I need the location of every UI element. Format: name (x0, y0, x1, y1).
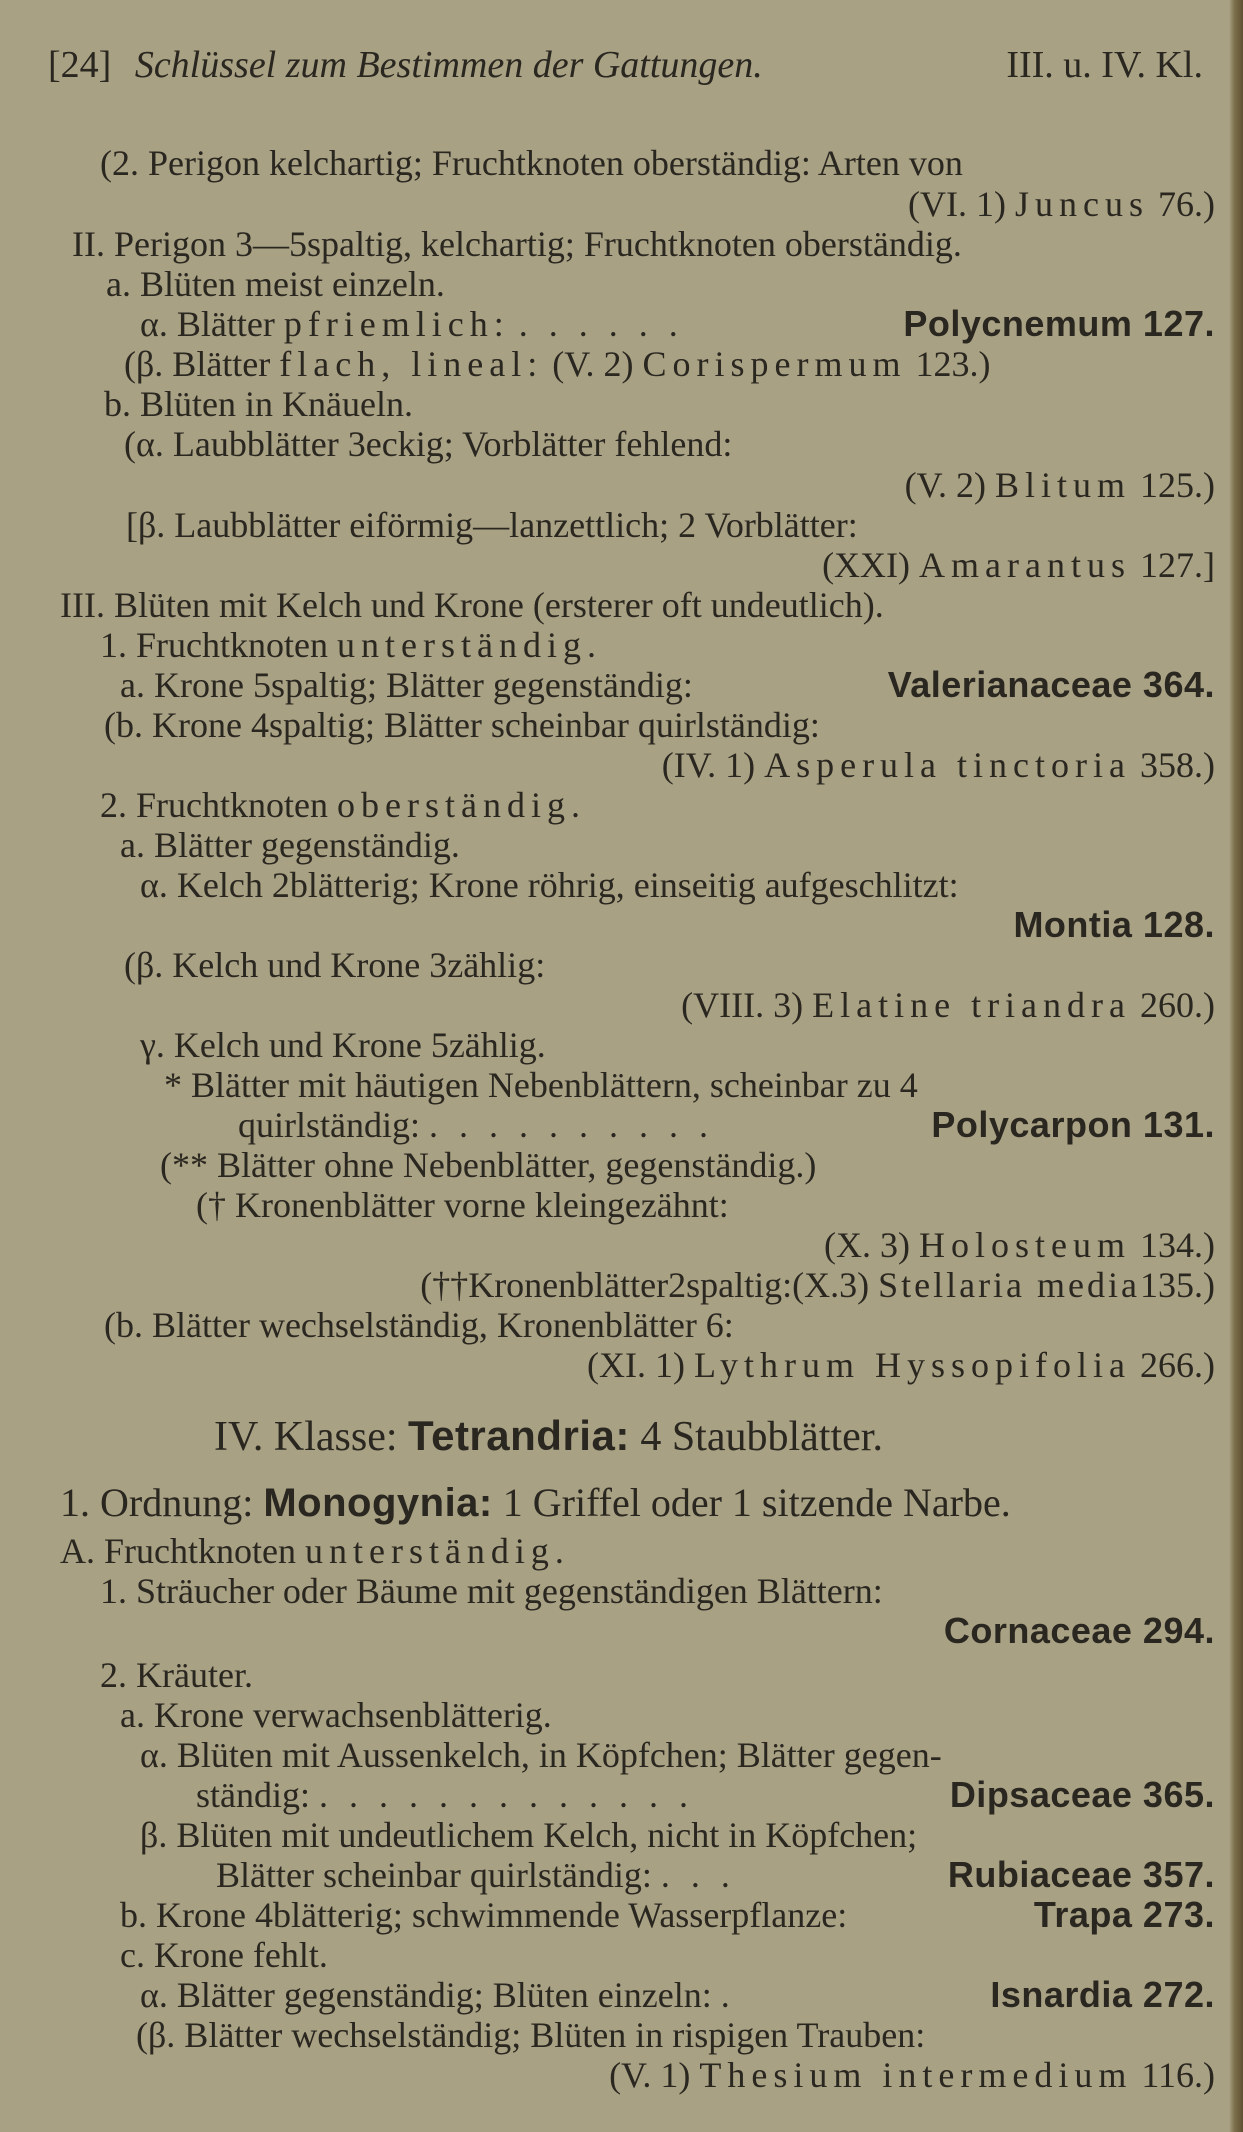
key-line: (α. Laubblätter 3eckig; Vorblätter fehlend: (124, 424, 733, 464)
key-line: b. Krone 4blätterig; schwimmende Wasserpflanze: Trapa 273. (120, 1894, 1215, 1935)
key-line: Cornaceae 294. (943, 1610, 1215, 1651)
key-line: (β. Kelch und Krone 3zählig: (124, 945, 546, 985)
key-line: (VIII. 3) Elatine triandra 260.) (681, 985, 1215, 1025)
key-line: (IV. 1) Asperula tinctoria 358.) (661, 745, 1215, 785)
key-line: (β. Blätter wechselständig; Blüten in rispigen Trauben: (136, 2015, 926, 2055)
key-line: 2. Kräuter. (100, 1655, 253, 1695)
key-line: (X. 3) Holosteum 134.) (824, 1225, 1215, 1265)
key-line: (β. Blätter flach, lineal: (V. 2) Corispermum 123.) (124, 344, 991, 384)
key-line: ständig: . . . . . . . . . . . . . Dipsaceae 365. (196, 1774, 1215, 1815)
key-line: Montia 128. (1013, 904, 1215, 945)
key-line: 1. Sträucher oder Bäume mit gegenständigen Blättern: (100, 1571, 883, 1611)
key-line: γ. Kelch und Krone 5zählig. (140, 1025, 546, 1065)
key-line: a. Krone verwachsenblätterig. (120, 1695, 552, 1735)
class-heading: IV. Klasse: Tetrandria: 4 Staubblätter. (214, 1412, 883, 1460)
key-line: c. Krone fehlt. (120, 1935, 328, 1975)
key-line: Blätter scheinbar quirlständig: . . . Rubiaceae 357. (216, 1854, 1215, 1895)
page-number: [24] (48, 44, 112, 86)
key-line: (XI. 1) Lythrum Hyssopifolia 266.) (587, 1345, 1215, 1385)
key-line: β. Blüten mit undeutlichem Kelch, nicht in Köpfchen; (140, 1815, 918, 1855)
page-edge (1229, 0, 1243, 2132)
key-line: (XXI) Amarantus 127.] (822, 545, 1215, 585)
key-line: α. Blätter pfriemlich: . . . . . . Polycnemum 127. (140, 303, 1215, 344)
key-line: α. Blätter gegenständig; Blüten einzeln: . Isnardia 272. (140, 1974, 1215, 2015)
key-line: α. Kelch 2blätterig; Krone röhrig, einseitig aufgeschlitzt: (140, 865, 959, 905)
key-line: * Blätter mit häutigen Nebenblättern, scheinbar zu 4 (164, 1065, 918, 1105)
key-line: (** Blätter ohne Nebenblätter, gegenständig.) (160, 1145, 817, 1185)
key-line: (††Kronenblätter2spaltig:(X.3) Stellaria media135.) (420, 1265, 1215, 1305)
key-line: 1. Fruchtknoten unterständig. (100, 625, 602, 665)
key-line: (b. Blätter wechselständig, Kronenblätter 6: (104, 1305, 734, 1345)
key-line: a. Krone 5spaltig; Blätter gegenständig: Valerianaceae 364. (120, 664, 1215, 705)
key-line: (V. 1) Thesium intermedium 116.) (609, 2055, 1215, 2095)
key-line: II. Perigon 3—5spaltig, kelchartig; Fruchtknoten oberständig. (72, 224, 962, 264)
class-reference: III. u. IV. Kl. (1006, 44, 1203, 86)
key-line: III. Blüten mit Kelch und Krone (ersterer oft undeutlich). (60, 585, 884, 625)
running-head (48, 44, 763, 86)
key-line: (VI. 1) Juncus 76.) (908, 184, 1215, 224)
running-title: Schlüssel zum Bestimmen der Gattungen. (134, 44, 763, 86)
key-line: quirlständig: . . . . . . . . . . Polycarpon 131. (238, 1104, 1215, 1145)
key-line: a. Blüten meist einzeln. (106, 264, 445, 304)
key-line: [β. Laubblätter eiförmig—lanzettlich; 2 Vorblätter: (126, 505, 858, 545)
key-line: 2. Fruchtknoten oberständig. (100, 785, 586, 825)
key-line: a. Blätter gegenständig. (120, 825, 460, 865)
key-line: († Kronenblätter vorne kleingezähnt: (196, 1185, 729, 1225)
order-heading: 1. Ordnung: Monogynia: 1 Griffel oder 1 sitzende Narbe. (60, 1480, 1011, 1525)
key-line: (b. Krone 4spaltig; Blätter scheinbar quirlständig: (104, 705, 820, 745)
key-line: (V. 2) Blitum 125.) (904, 465, 1215, 505)
key-line: α. Blüten mit Aussenkelch, in Köpfchen; Blätter gegen- (140, 1735, 942, 1775)
key-line: A. Fruchtknoten unterständig. (60, 1531, 570, 1571)
key-line: (2. Perigon kelchartig; Fruchtknoten oberständig: Arten von (100, 143, 963, 183)
key-line: b. Blüten in Knäueln. (104, 384, 413, 424)
